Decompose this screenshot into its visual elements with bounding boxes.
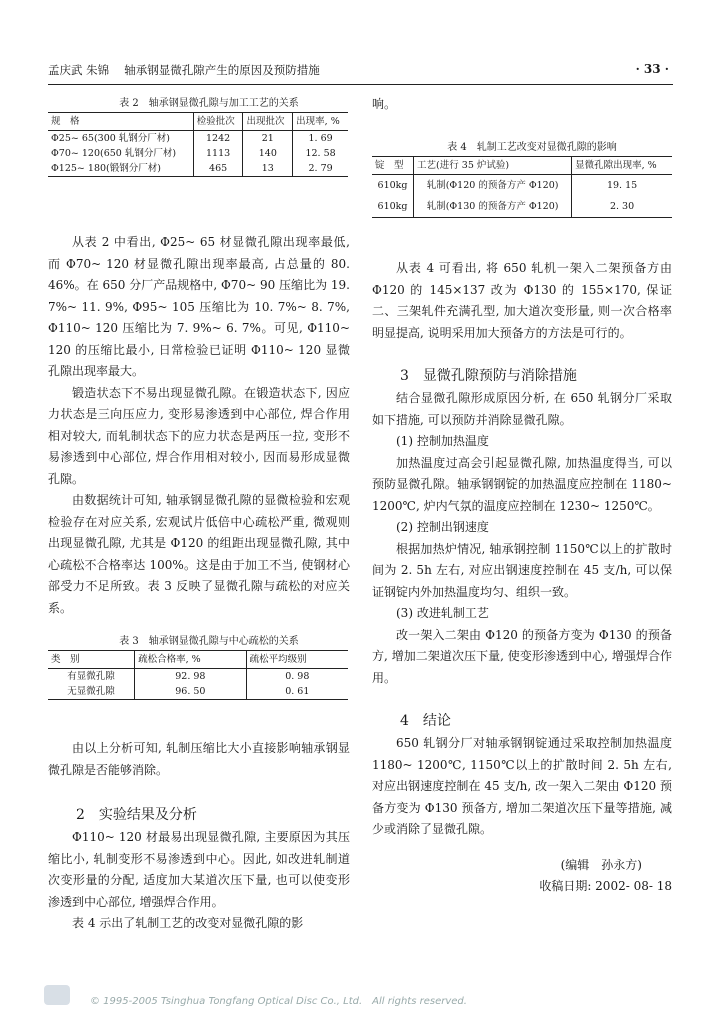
table4-header: 显微孔隙出现率, % — [572, 157, 672, 175]
table3-block — [48, 634, 350, 700]
table-cell: 610kg — [377, 180, 408, 191]
table-row — [372, 196, 672, 218]
table3-header: 类 别 — [48, 651, 135, 669]
table-cell: 12. 58 — [293, 146, 348, 161]
page-number: · 33 · — [635, 62, 669, 76]
paragraph: 根据加热炉情况, 轴承钢控制 1150℃以上的扩散时间为 2. 5h 左右, 对应出钢速度控制在 45 支/h, 可以保证钢锭内外加热温度均匀、组织一致。 — [372, 541, 672, 599]
table2-header: 出现批次 — [243, 113, 293, 131]
paragraph: 结合显微孔隙形成原因分析, 在 650 轧钢分厂采取如下措施, 可以预防并消除显微孔隙。 — [372, 391, 672, 427]
paragraph: 表 4 示出了轧制工艺的改变对显微孔隙的影 — [72, 916, 304, 930]
publisher-logo-icon — [44, 985, 70, 1005]
table-cell: 21 — [243, 131, 293, 147]
paragraph: 响。 — [372, 97, 397, 111]
table3 — [48, 650, 348, 700]
table-cell: 无显微孔隙 — [67, 686, 115, 697]
section-3-heading: 3 显微孔隙预防与消除措施 — [400, 368, 577, 384]
table4-block — [372, 140, 672, 218]
table-cell: 140 — [243, 146, 293, 161]
table-cell: 0. 61 — [246, 684, 348, 700]
table-cell: 19. 15 — [572, 175, 672, 197]
table2-caption: 表 2 轴承钢显微孔隙与加工工艺的关系 — [119, 98, 299, 109]
table2 — [48, 112, 348, 177]
left-column — [48, 96, 350, 177]
table4-header: 工艺(进行 35 炉试验) — [414, 157, 572, 175]
table-cell: 1. 69 — [293, 131, 348, 147]
table-row — [48, 161, 348, 177]
table-cell: 轧制(Φ120 的预备方产 Φ120) — [414, 175, 572, 197]
right-body — [372, 258, 672, 898]
table-cell: 2. 79 — [293, 161, 348, 177]
table4-header: 锭 型 — [372, 157, 414, 175]
paragraph: 从表 4 可看出, 将 650 轧机一架入二架预备方由 Φ120 的 145×137 改为 Φ130 的 155×170, 保证二、三架轧件充满孔型, 加大道次变形量, 则一次合格率明显提高, 说明采用加大预备方的方法是可行的。 — [372, 261, 672, 340]
table-row — [48, 131, 348, 147]
paragraph: 加热温度过高会引起显微孔隙, 加热温度得当, 可以预防显微孔隙。轴承钢钢锭的加热温度应控制在 1180~ 1200℃, 炉内气氛的温度应控制在 1230~ 1250℃。 — [372, 455, 672, 513]
table2-header: 检验批次 — [193, 113, 243, 131]
table-row — [48, 684, 348, 700]
table-cell: 1113 — [193, 146, 243, 161]
table-cell: 465 — [193, 161, 243, 177]
received-date: 收稿日期: 2002- 08- 18 — [539, 879, 672, 893]
paragraph: 锻造状态下不易出现显微孔隙。在锻造状态下, 因应力状态是三向压应力, 变形易渗透到中心部位, 焊合作用相对较大, 而轧制状态下的应力状态是两压一拉, 变形不易渗透到中心部位, 焊合作用相对较小, 因而易形成显微孔隙。 — [48, 385, 350, 486]
paragraph: Φ110~ 120 材最易出现显微孔隙, 主要原因为其压缩比小, 轧制变形不易渗透到中心。因此, 如改进轧制道次变形量的分配, 适度加大某道次压下量, 也可以使变形渗透到中心部位, 增强焊合作用。 — [48, 830, 350, 909]
table-cell: 96. 50 — [135, 684, 247, 700]
table3-caption: 表 3 轴承钢显微孔隙与中心疏松的关系 — [119, 636, 299, 647]
right-column-top — [372, 94, 672, 116]
paragraph: 由数据统计可知, 轴承钢显微孔隙的显微检验和宏观检验存在对应关系, 宏观试片低倍中心疏松严重, 微观则出现显微孔隙, 尤其是 Φ120 的组距出现显微孔隙, 其中心疏松不合格率达 100%。这是由于加工不当, 使钢材心部受力不足所致。表 3 反映了显微孔隙与疏松的对应关系。 — [48, 493, 350, 615]
table3-header: 疏松合格率, % — [135, 651, 247, 669]
table-cell: 2. 30 — [572, 196, 672, 218]
left-body — [48, 232, 350, 619]
table2-header: 出现率, % — [293, 113, 348, 131]
copyright-footer: © 1995-2005 Tsinghua Tongfang Optical Disc Co., Ltd. All rights reserved. — [90, 996, 467, 1007]
paragraph: 由以上分析可知, 轧制压缩比大小直接影响轴承钢显微孔隙是否能够消除。 — [48, 741, 350, 777]
table-row — [48, 146, 348, 161]
running-header: 孟庆武 朱锦 轴承钢显微孔隙产生的原因及预防措施 — [48, 63, 320, 77]
table-row — [372, 175, 672, 197]
table4 — [372, 156, 672, 218]
table2-header: 规 格 — [48, 113, 193, 131]
table-cell: 610kg — [377, 201, 408, 212]
table4-caption: 表 4 轧制工艺改变对显微孔隙的影响 — [447, 142, 617, 153]
table-cell: 有显微孔隙 — [67, 671, 115, 682]
subheading: (2) 控制出钢速度 — [396, 520, 489, 534]
table-cell: Φ70~ 120(650 轧钢分厂材) — [51, 148, 177, 159]
paragraph: 改一架入二架由 Φ120 的预备方变为 Φ130 的预备方, 增加二架道次压下量, 使变形渗透到中心, 增强焊合作用。 — [372, 627, 672, 685]
left-lower — [48, 738, 350, 935]
subheading: (1) 控制加热温度 — [396, 434, 489, 448]
table-cell: Φ25~ 65(300 轧钢分厂材) — [51, 133, 171, 144]
subheading: (3) 改进轧制工艺 — [396, 606, 489, 620]
section-2-heading: 2 实验结果及分析 — [76, 807, 197, 823]
table-row — [48, 669, 348, 685]
table-cell: 轧制(Φ130 的预备方产 Φ120) — [414, 196, 572, 218]
table-cell: 13 — [243, 161, 293, 177]
table3-header: 疏松平均级别 — [246, 651, 348, 669]
table-cell: Φ125~ 180(锻钢分厂材) — [51, 163, 161, 174]
table-cell: 0. 98 — [246, 669, 348, 685]
table-cell: 92. 98 — [135, 669, 247, 685]
section-4-heading: 4 结论 — [400, 713, 451, 729]
paragraph: 650 轧钢分厂对轴承钢钢锭通过采取控制加热温度 1180~ 1200℃, 1150℃以上的扩散时间 2. 5h 左右, 对应出钢速度控制在 45 支/h, 改一架入二架由 Φ120 预备方变为 Φ130 预备方, 增加二架道次压下量等措施, 减少或消除了显微孔隙。 — [372, 736, 672, 836]
editor-note: (编辑 孙永方) — [560, 857, 642, 872]
header-rule — [48, 84, 673, 85]
paragraph: 从表 2 中看出, Φ25~ 65 材显微孔隙出现率最低, 而 Φ70~ 120 材显微孔隙出现率最高, 占总量的 80. 46%。在 650 分厂产品规格中, Φ70~ 90 压缩比为 19. 7%~ 11. 9%, Φ95~ 105 压缩比为 10. 7%~ 8. 7%, Φ110~ 120 压缩比为 7. 9%~ 6. 7%。可见, Φ110~ 120 的压缩比最小, 日常检验已证明 Φ110~ 120 显微孔隙出现率最大。 — [48, 235, 350, 378]
table-cell: 1242 — [193, 131, 243, 147]
